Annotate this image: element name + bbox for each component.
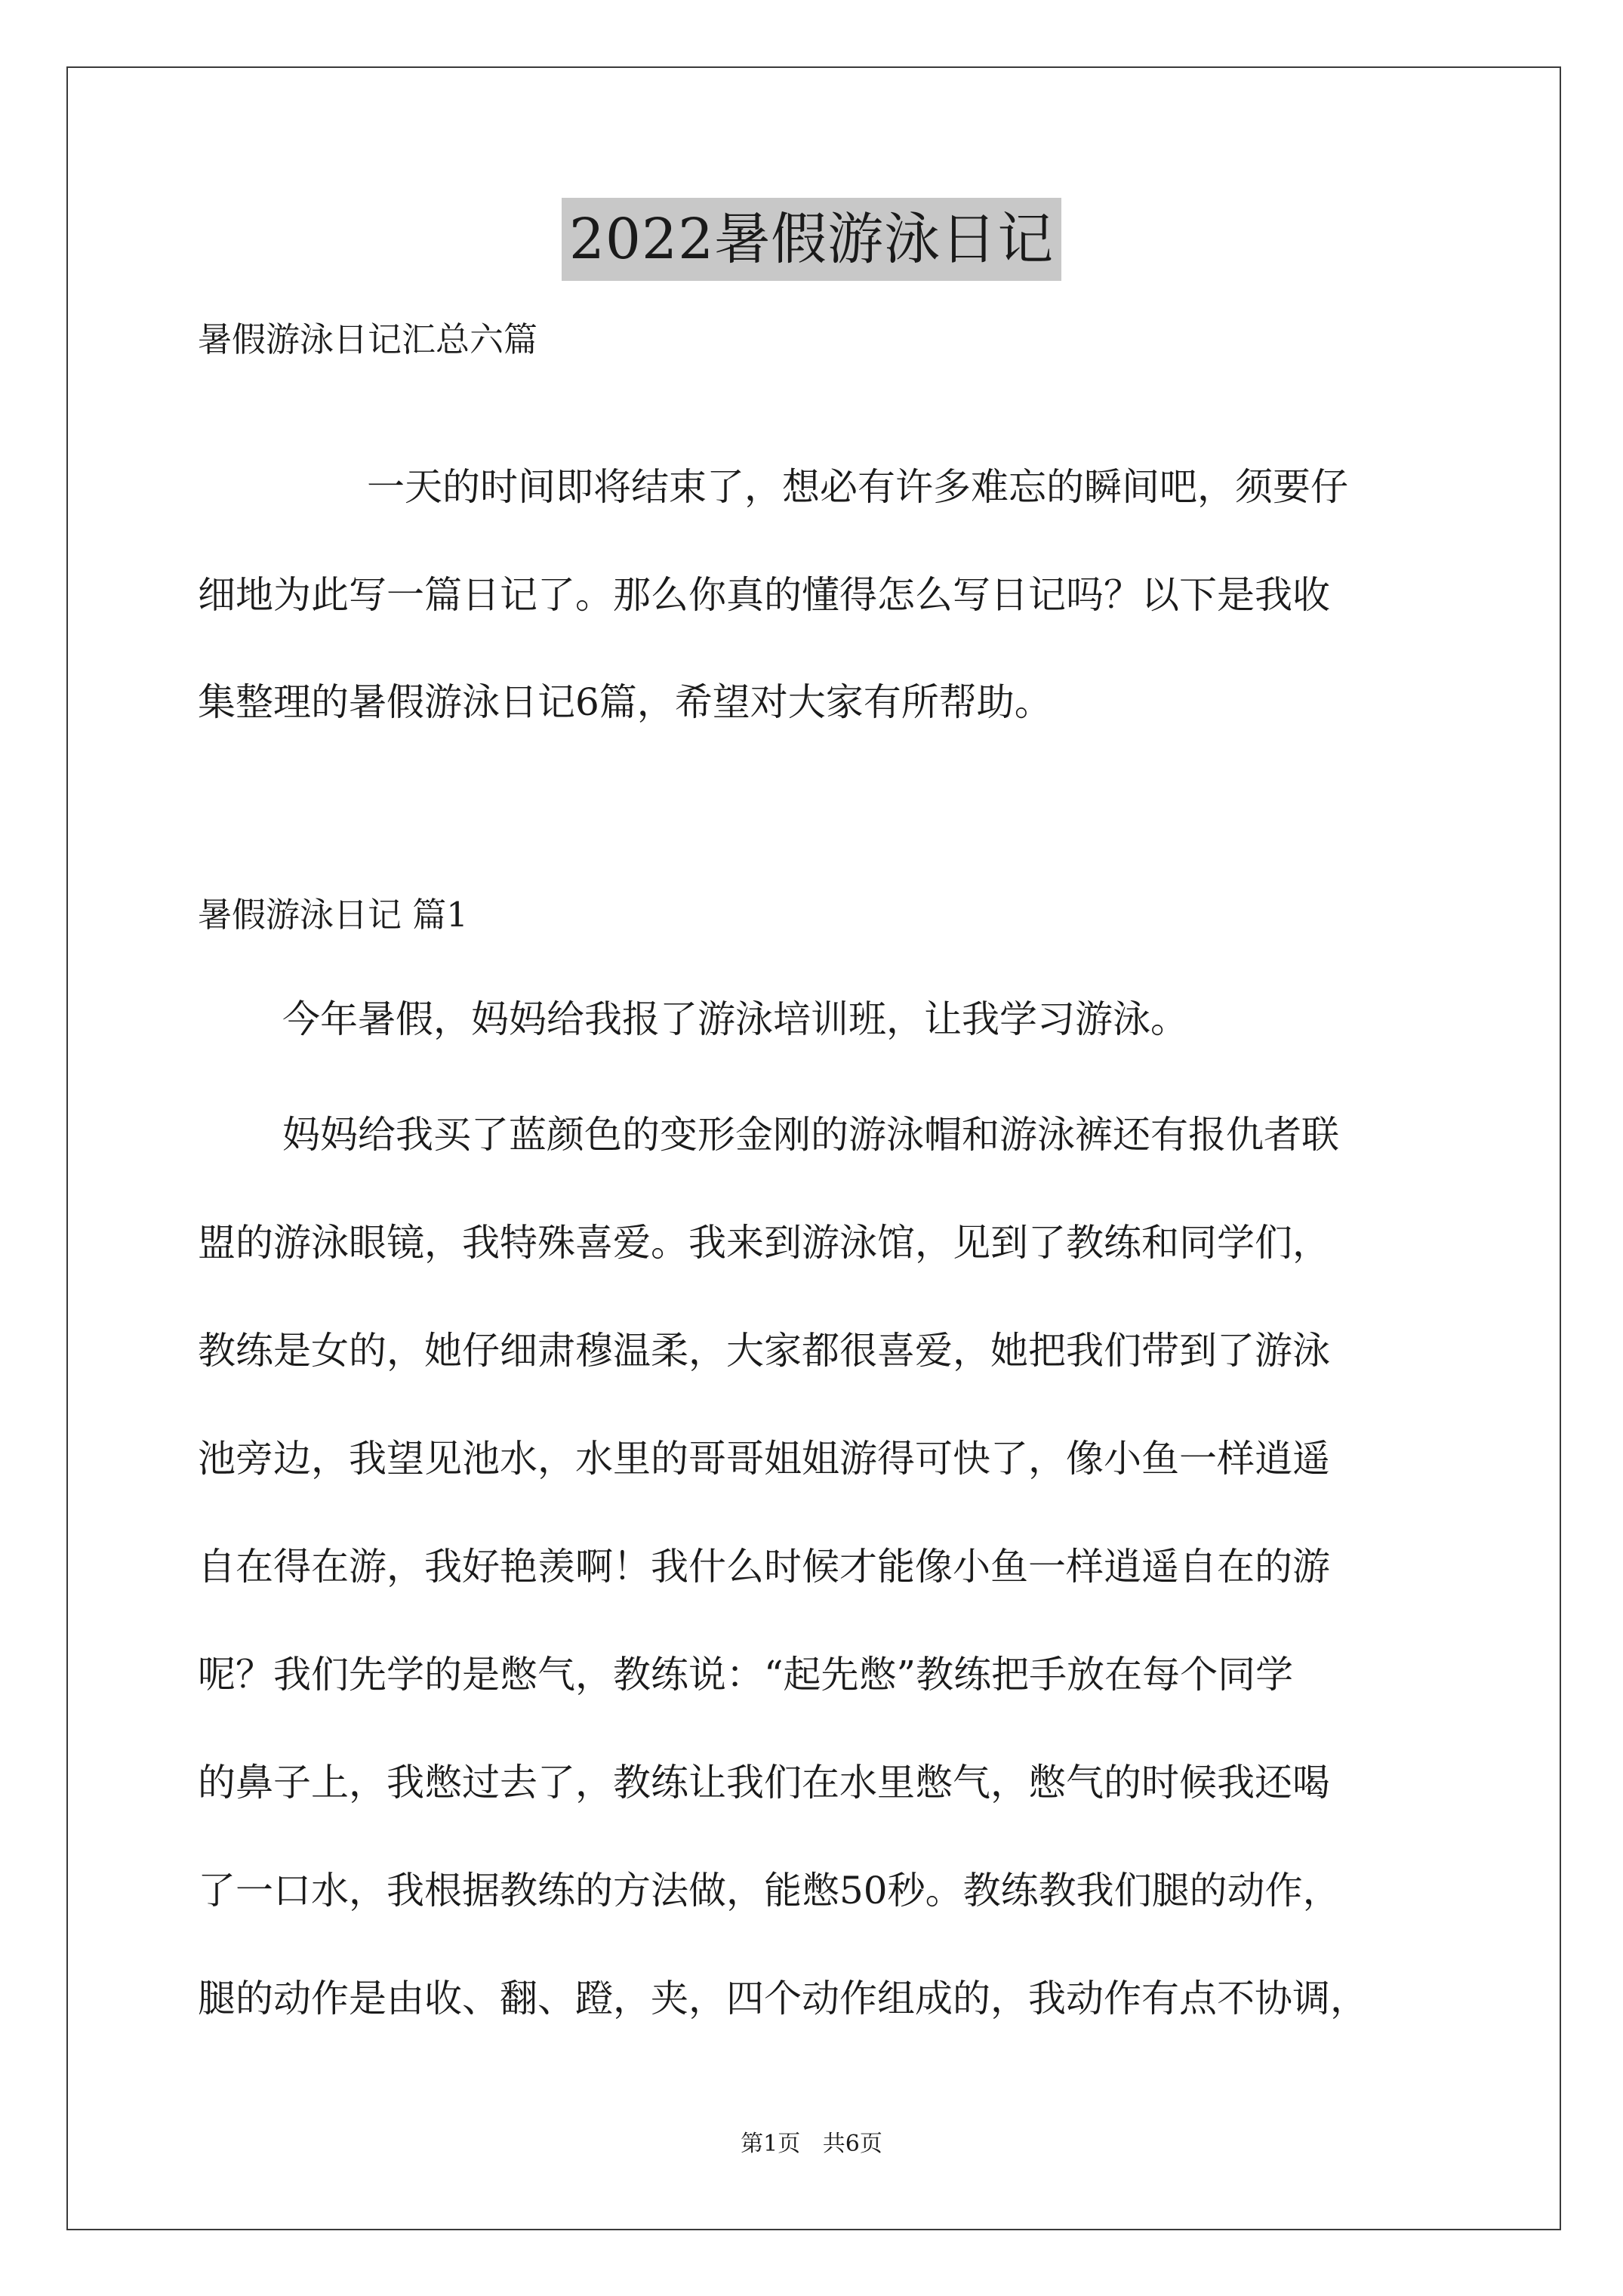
body-line: 盟的游泳眼镜，我特殊喜爱。我来到游泳馆，见到了教练和同学们， <box>198 1221 1330 1265</box>
body-line: 池旁边，我望见池水，水里的哥哥姐姐游得可快了，像小鱼一样逍遥 <box>198 1437 1330 1481</box>
document-subtitle: 暑假游泳日记汇总六篇 <box>198 319 538 359</box>
body-line: 今年暑假，妈妈给我报了游泳培训班，让我学习游泳。 <box>282 997 1188 1041</box>
document-title: 2022暑假游泳日记 <box>562 198 1061 281</box>
body-line: 自在得在游，我好艳羡啊！我什么时候才能像小鱼一样逍遥自在的游 <box>198 1545 1330 1589</box>
body-line: 教练是女的，她仔细肃穆温柔，大家都很喜爱，她把我们带到了游泳 <box>198 1329 1330 1373</box>
body-line: 腿的动作是由收、翻、蹬，夹，四个动作组成的，我动作有点不协调， <box>198 1977 1368 2020</box>
intro-line: 一天的时间即将结束了，想必有许多难忘的瞬间吧，须要仔 <box>367 465 1348 509</box>
section-heading: 暑假游泳日记 篇1 <box>198 895 468 935</box>
body-line: 了一口水，我根据教练的方法做，能憋50秒。教练教我们腿的动作， <box>198 1869 1341 1912</box>
page-number: 第1页 <box>741 2131 801 2157</box>
body-line: 妈妈给我买了蓝颜色的变形金刚的游泳帽和游泳裤还有报仇者联 <box>282 1113 1339 1157</box>
intro-line: 集整理的暑假游泳日记6篇，希望对大家有所帮助。 <box>198 680 1052 724</box>
page-footer <box>0 2131 1623 2158</box>
body-line: 的鼻子上，我憋过去了，教练让我们在水里憋气，憋气的时候我还喝 <box>198 1761 1330 1804</box>
body-line: 呢？我们先学的是憋气，教练说：“起先憋”教练把手放在每个同学 <box>198 1653 1294 1697</box>
title-container <box>0 198 1623 281</box>
intro-line: 细地为此写一篇日记了。那么你真的懂得怎么写日记吗？以下是我收 <box>198 573 1330 617</box>
page-total: 共6页 <box>822 2131 882 2157</box>
